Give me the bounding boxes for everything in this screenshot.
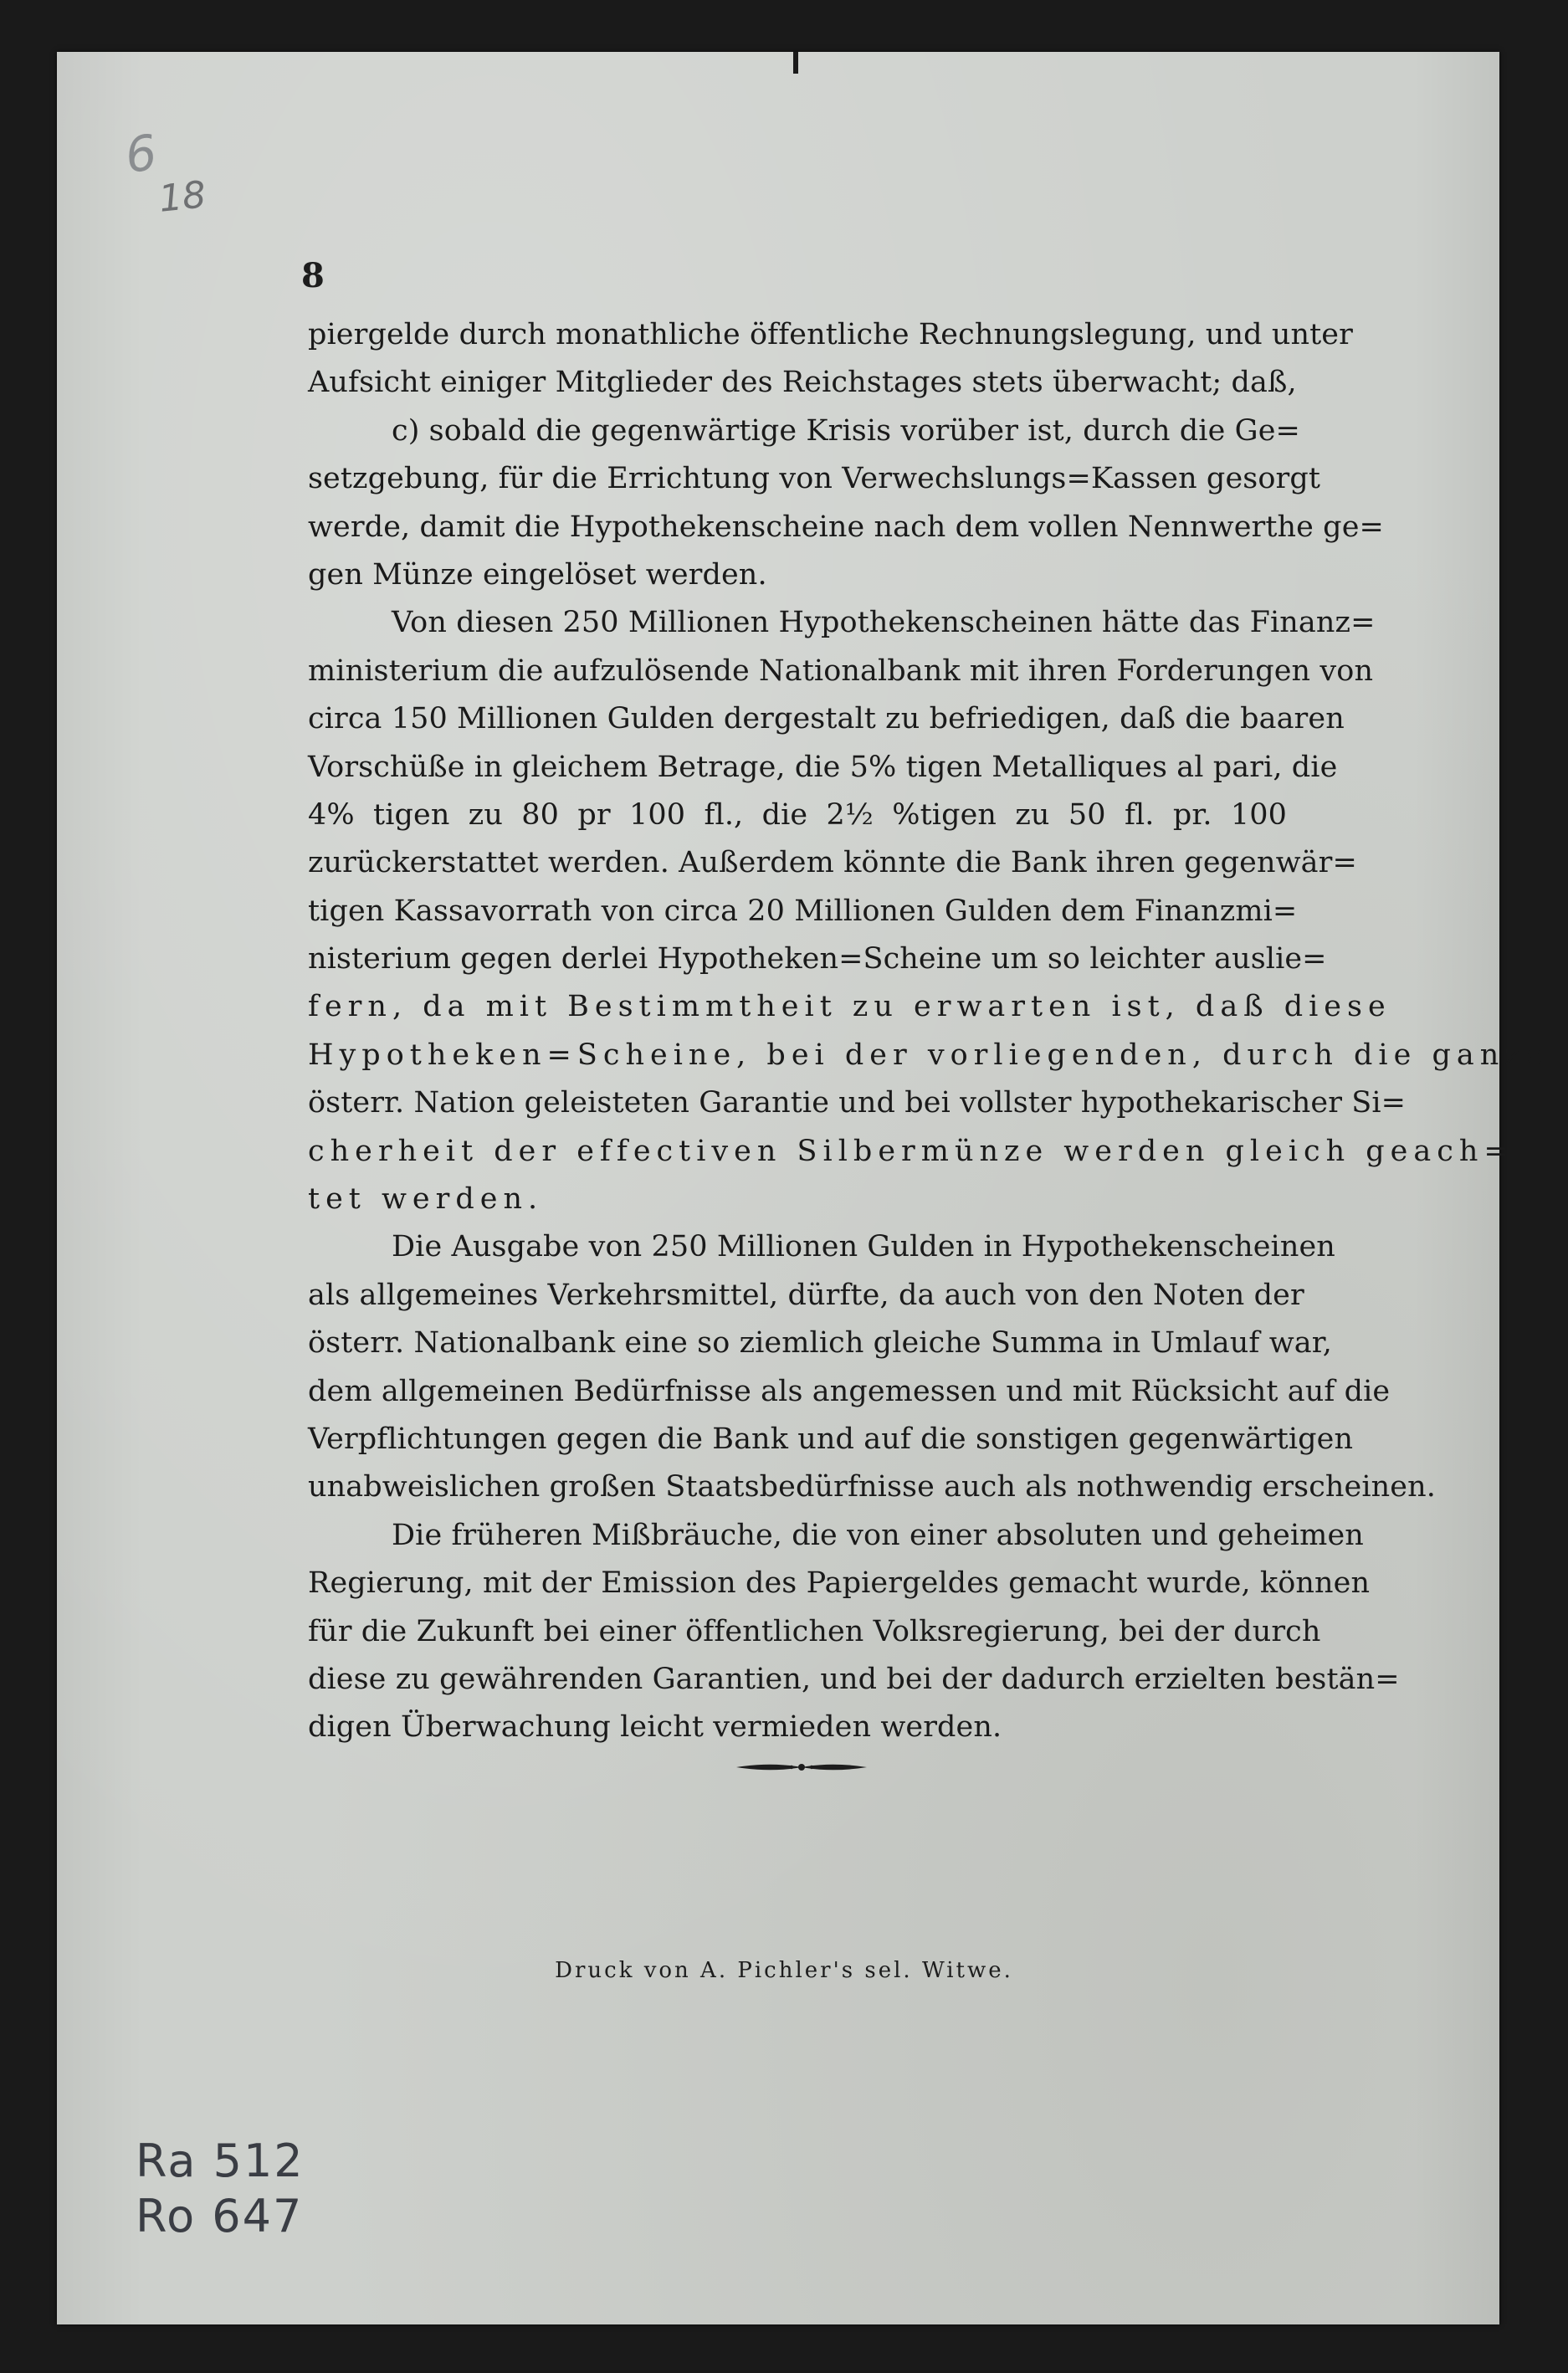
text-line: tet werden.	[308, 1182, 544, 1217]
body-text	[308, 311, 1550, 1752]
text-line: diese zu gewährenden Garantien, und bei der dadurch erzielten bestän=	[308, 1662, 1400, 1696]
text-line: Verpflichtungen gegen die Bank und auf die sonstigen gegenwärtigen	[308, 1422, 1354, 1456]
shelfmark: Ro 647	[136, 2190, 304, 2242]
text-line: Die Ausgabe von 250 Millionen Gulden in Hypothekenscheinen	[392, 1230, 1335, 1264]
pencil-corner-mark: 6	[121, 123, 161, 185]
text-line: werde, damit die Hypothekenscheine nach dem vollen Nennwerthe ge=	[308, 510, 1384, 544]
text-line: österr. Nationalbank eine so ziemlich gleiche Summa in Umlauf war,	[308, 1326, 1332, 1361]
shelfmark-annotations	[136, 2134, 336, 2244]
text-line: als allgemeines Verkehrsmittel, dürfte, da auch von den Noten der	[308, 1278, 1304, 1312]
text-line: digen Überwachung leicht vermieden werden.	[308, 1710, 1002, 1745]
text-line: c) sobald die gegenwärtige Krisis vorüber ist, durch die Ge=	[392, 413, 1300, 448]
text-line: Regierung, mit der Emission des Papiergeldes gemacht wurde, können	[308, 1566, 1371, 1601]
text-line: circa 150 Millionen Gulden dergestalt zu befriedigen, daß die baaren	[308, 702, 1345, 736]
text-line: unabweislichen großen Staatsbedürfnisse auch als nothwendig erscheinen.	[308, 1470, 1436, 1504]
text-line: zurückerstattet werden. Außerdem könnte die Bank ihren gegenwär=	[308, 846, 1357, 880]
text-line: 4% tigen zu 80 pr 100 fl., die 2½ %tigen zu 50 fl. pr. 100	[308, 797, 1287, 832]
text-line: setzgebung, für die Errichtung von Verwechslungs=Kassen gesorgt	[308, 462, 1320, 496]
text-line: Die früheren Mißbräuche, die von einer absoluten und geheimen	[392, 1518, 1364, 1552]
binding-notch	[793, 52, 798, 74]
text-line: tigen Kassavorrath von circa 20 Millionen Gulden dem Finanzmi=	[308, 894, 1298, 928]
text-line: Vorschüße in gleichem Betrage, die 5% tigen Metalliques al pari, die	[308, 750, 1338, 784]
text-line: österr. Nation geleisteten Garantie und bei vollster hypothekarischer Si=	[308, 1086, 1407, 1120]
text-line: ministerium die aufzulösende Nationalbank mit ihren Forderungen von	[308, 653, 1374, 688]
pencil-folio-number: 18	[156, 173, 208, 221]
rule-ornament	[735, 1755, 869, 1779]
text-line: fern, da mit Bestimmtheit zu erwarten ist, daß diese	[308, 990, 1391, 1024]
text-line: für die Zukunft bei einer öffentlichen Volksregierung, bei der durch	[308, 1614, 1321, 1648]
printer-imprint: Druck von A. Pichler's sel. Witwe.	[555, 1958, 1013, 1983]
shelfmark: Ra 512	[136, 2135, 305, 2187]
text-line: gen Münze eingelöset werden.	[308, 557, 767, 592]
text-line: dem allgemeinen Bedürfnisse als angemessen und mit Rücksicht auf die	[308, 1374, 1391, 1408]
text-line: Aufsicht einiger Mitglieder des Reichstages stets überwacht; daß,	[308, 366, 1297, 400]
text-line: nisterium gegen derlei Hypotheken=Scheine um so leichter auslie=	[308, 942, 1327, 976]
text-line: Von diesen 250 Millionen Hypothekenscheinen hätte das Finanz=	[392, 606, 1376, 640]
text-line: piergelde durch monathliche öffentliche Rechnungslegung, und unter	[308, 318, 1353, 351]
text-line: Hypotheken=Scheine, bei der vorliegenden, durch die ganze	[308, 1038, 1550, 1072]
text-line: cherheit der effectiven Silbermünze werden gleich geach=	[308, 1134, 1514, 1168]
page-number: 8	[301, 256, 325, 295]
